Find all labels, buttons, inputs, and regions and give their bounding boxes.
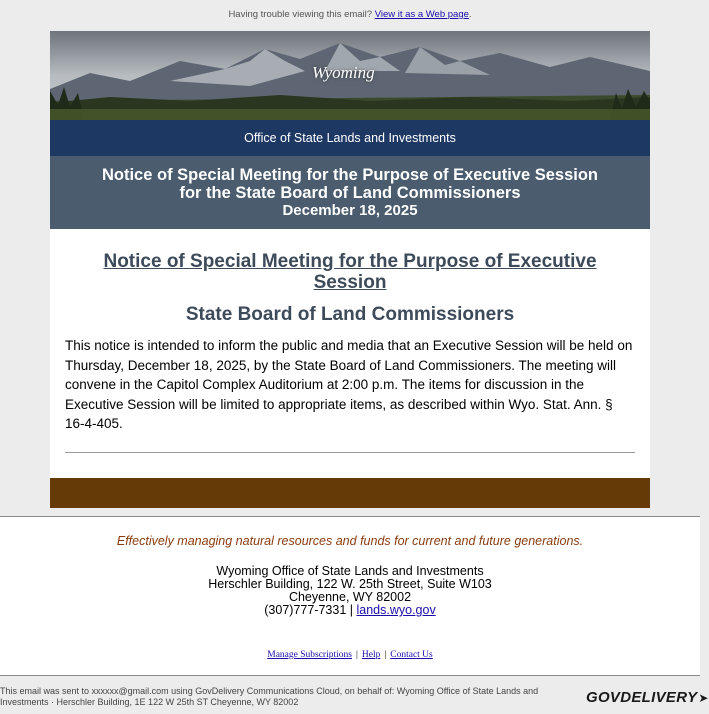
board-heading: State Board of Land Commissioners [185, 304, 515, 325]
link-separator: | [384, 650, 387, 660]
swoosh-icon: ➤ [698, 691, 709, 705]
contact-line [0, 604, 700, 617]
govdelivery-wordmark: GOVDELIVERY [586, 689, 698, 706]
divider [65, 452, 635, 453]
phone-number: (307)777-7331 [264, 603, 347, 617]
org-name: Wyoming Office of State Lands and Investments [216, 564, 484, 578]
preheader-suffix: . [468, 9, 472, 20]
link-separator: | [355, 650, 358, 660]
address-block [0, 565, 700, 617]
preheader [0, 9, 700, 20]
office-bar [50, 120, 650, 156]
footer-links [0, 650, 700, 660]
bottom-disclaimer [0, 686, 709, 714]
title-line-1: Notice of Special Meeting for the Purpose of Executive Session [101, 166, 599, 184]
notice-heading-link[interactable]: Notice of Special Meeting for the Purpose of Executive Session [103, 251, 597, 293]
manage-subscriptions-link[interactable]: Manage Subscriptions [267, 650, 352, 660]
footer [0, 516, 700, 676]
brown-accent-bar [50, 478, 650, 508]
city-address: Cheyenne, WY 82002 [288, 590, 412, 604]
notice-body: This notice is intended to inform the public and media that an Executive Session will be held on Thursday, December 18, 2025, by the State Board of Land Commissioners. The meeting will convene in the Capitol Complex Auditorium at 2:00 p.m. The items for discussion in the Executive Session will be limited to appropriate items, as described within Wyo. Stat. Ann. § 16-4-405. [65, 338, 633, 431]
title-band [50, 156, 650, 229]
email-container [50, 31, 650, 508]
wyoming-logo: Wyoming [312, 63, 375, 82]
govdelivery-logo[interactable] [586, 689, 709, 706]
tagline: Effectively managing natural resources and funds for current and future generations. [116, 534, 584, 548]
website-link[interactable]: lands.wyo.gov [356, 603, 436, 617]
sent-to-note: This email was sent to xxxxxx@gmail.com using GovDelivery Communications Cloud, on behalf of: Wyoming Office of State Lands and Investments · Herschler Building, 1E 122 W 25th ST Cheyenne, WY 82002 [0, 686, 539, 707]
contact-us-link[interactable]: Contact Us [390, 650, 433, 660]
phone-separator: | [349, 603, 354, 617]
hero-banner [50, 31, 650, 120]
view-web-page-link[interactable]: View it as a Web page [374, 9, 469, 20]
content-section [50, 229, 650, 478]
preheader-text: Having trouble viewing this email? [228, 9, 373, 20]
office-name: Office of State Lands and Investments [244, 131, 456, 145]
title-date: December 18, 2025 [282, 202, 418, 219]
building-address: Herschler Building, 122 W. 25th Street, Suite W103 [208, 577, 492, 591]
title-line-2: for the State Board of Land Commissioners [179, 184, 521, 202]
help-link[interactable]: Help [361, 650, 381, 660]
